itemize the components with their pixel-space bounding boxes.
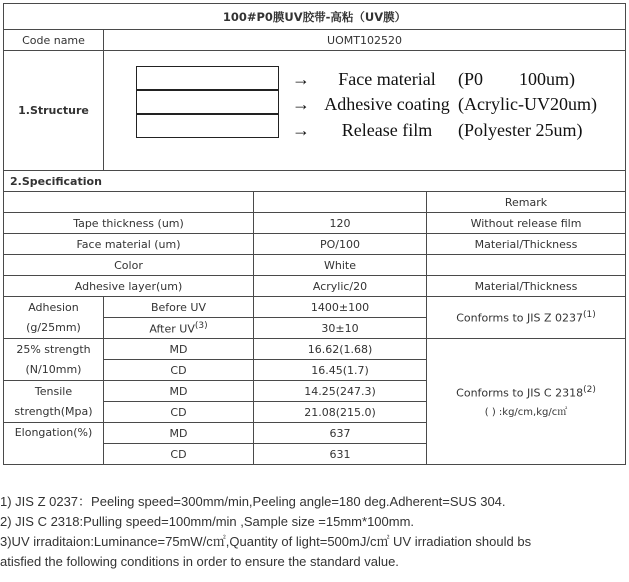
tensile-label [4,381,104,423]
adhesion-label-line2: (g/25mm) [26,320,81,334]
arrow-icon: → [292,69,310,89]
arrow-icon: → [292,120,310,140]
structure-label: 1.Structure [4,51,104,171]
spec-table [3,3,626,465]
md-label: MD [104,423,254,444]
empty-cell [254,192,427,213]
cd-label: CD [104,402,254,423]
adhesive-layer-label: Adhesive layer(um) [4,276,254,297]
after-uv-label [104,318,254,339]
release-film-box [136,114,279,138]
tensile-md-value: 14.25(247.3) [254,381,427,402]
document-title: 100#P0膜UV胶带-高粘（UV膜） [4,4,626,30]
footnote-1: 1) JIS Z 0237：Peeling speed=300mm/min,Peeling angle=180 deg.Adherent=SUS 304. [0,494,506,509]
structure-layer-adhesive [286,91,597,117]
structure-diagram [136,66,616,152]
after-uv-sup: (3) [194,320,208,331]
elongation-cd-value: 631 [254,444,427,465]
structure-layer-release [286,117,582,143]
structure-layer-face [286,66,575,92]
tape-thickness-label: Tape thickness (um) [4,213,254,234]
tape-thickness-remark: Without release film [427,213,626,234]
color-value: White [254,255,427,276]
strength25-cd-value: 16.45(1.7) [254,360,427,381]
adhesive-layer-value: Acrylic/20 [254,276,427,297]
after-uv-value: 30±10 [254,318,427,339]
mechanical-remark-units: ( ) :kg/cm,kg/c㎡ [484,407,568,419]
adhesion-remark [427,297,626,339]
layer-spec: (Polyester 25um) [458,120,583,140]
elongation-md-value: 637 [254,423,427,444]
tensile-label-line1: Tensile [34,384,73,398]
adhesion-label [4,297,104,339]
strength25-md-value: 16.62(1.68) [254,339,427,360]
adhesion-label-line1: Adhesion [28,300,79,314]
tensile-label-line2: strength(Mpa) [14,404,93,418]
md-label: MD [104,339,254,360]
layer-name: Adhesive coating [324,94,450,114]
mechanical-remark-sup: (2) [583,384,596,395]
tape-thickness-value: 120 [254,213,427,234]
code-name-label: Code name [4,30,104,51]
adhesion-remark-text: Conforms to JIS Z 0237 [456,311,584,325]
adhesive-coating-box [136,90,279,114]
footnote-3: 3)UV irraditaion:Luminance=75mW/c㎡,Quantity of light=500mJ/c㎡ UV irradiation should bs [0,534,532,549]
face-material-value: PO/100 [254,234,427,255]
footnotes [0,492,629,572]
elongation-label: Elongation(%) [4,423,104,465]
remark-header: Remark [427,192,626,213]
cd-label: CD [104,360,254,381]
after-uv-label-text: After UV [149,322,195,336]
face-material-remark: Material/Thickness [427,234,626,255]
tensile-cd-value: 21.08(215.0) [254,402,427,423]
layer-spec: (Acrylic-UV20um) [458,94,597,114]
color-label: Color [4,255,254,276]
code-name-value: UOMT102520 [104,30,626,51]
arrow-icon: → [292,94,310,114]
footnote-2: 2) JIS C 2318:Pulling speed=100mm/min ,Sample size =15mm*100mm. [0,514,415,529]
color-remark [427,255,626,276]
before-uv-label: Before UV [104,297,254,318]
mechanical-remark [427,339,626,465]
adhesive-layer-remark: Material/Thickness [427,276,626,297]
face-material-box [136,66,279,90]
footnote-3-continued: atisfied the following conditions in order to ensure the standard value. [0,554,399,569]
specification-header: 2.Specification [4,171,626,192]
layer-name: Release film [341,120,433,140]
empty-cell [4,192,254,213]
strength25-label [4,339,104,381]
strength25-label-line1: 25% strength [16,342,91,356]
mechanical-remark-text: Conforms to JIS C 2318 [456,386,584,400]
face-material-label: Face material (um) [4,234,254,255]
md-label: MD [104,381,254,402]
cd-label: CD [104,444,254,465]
strength25-label-line2: (N/10mm) [25,362,82,376]
before-uv-value: 1400±100 [254,297,427,318]
adhesion-remark-sup: (1) [583,310,596,321]
layer-spec: (P0 100um) [458,69,575,89]
layer-name: Face material [338,69,436,89]
structure-diagram-cell [104,51,626,171]
